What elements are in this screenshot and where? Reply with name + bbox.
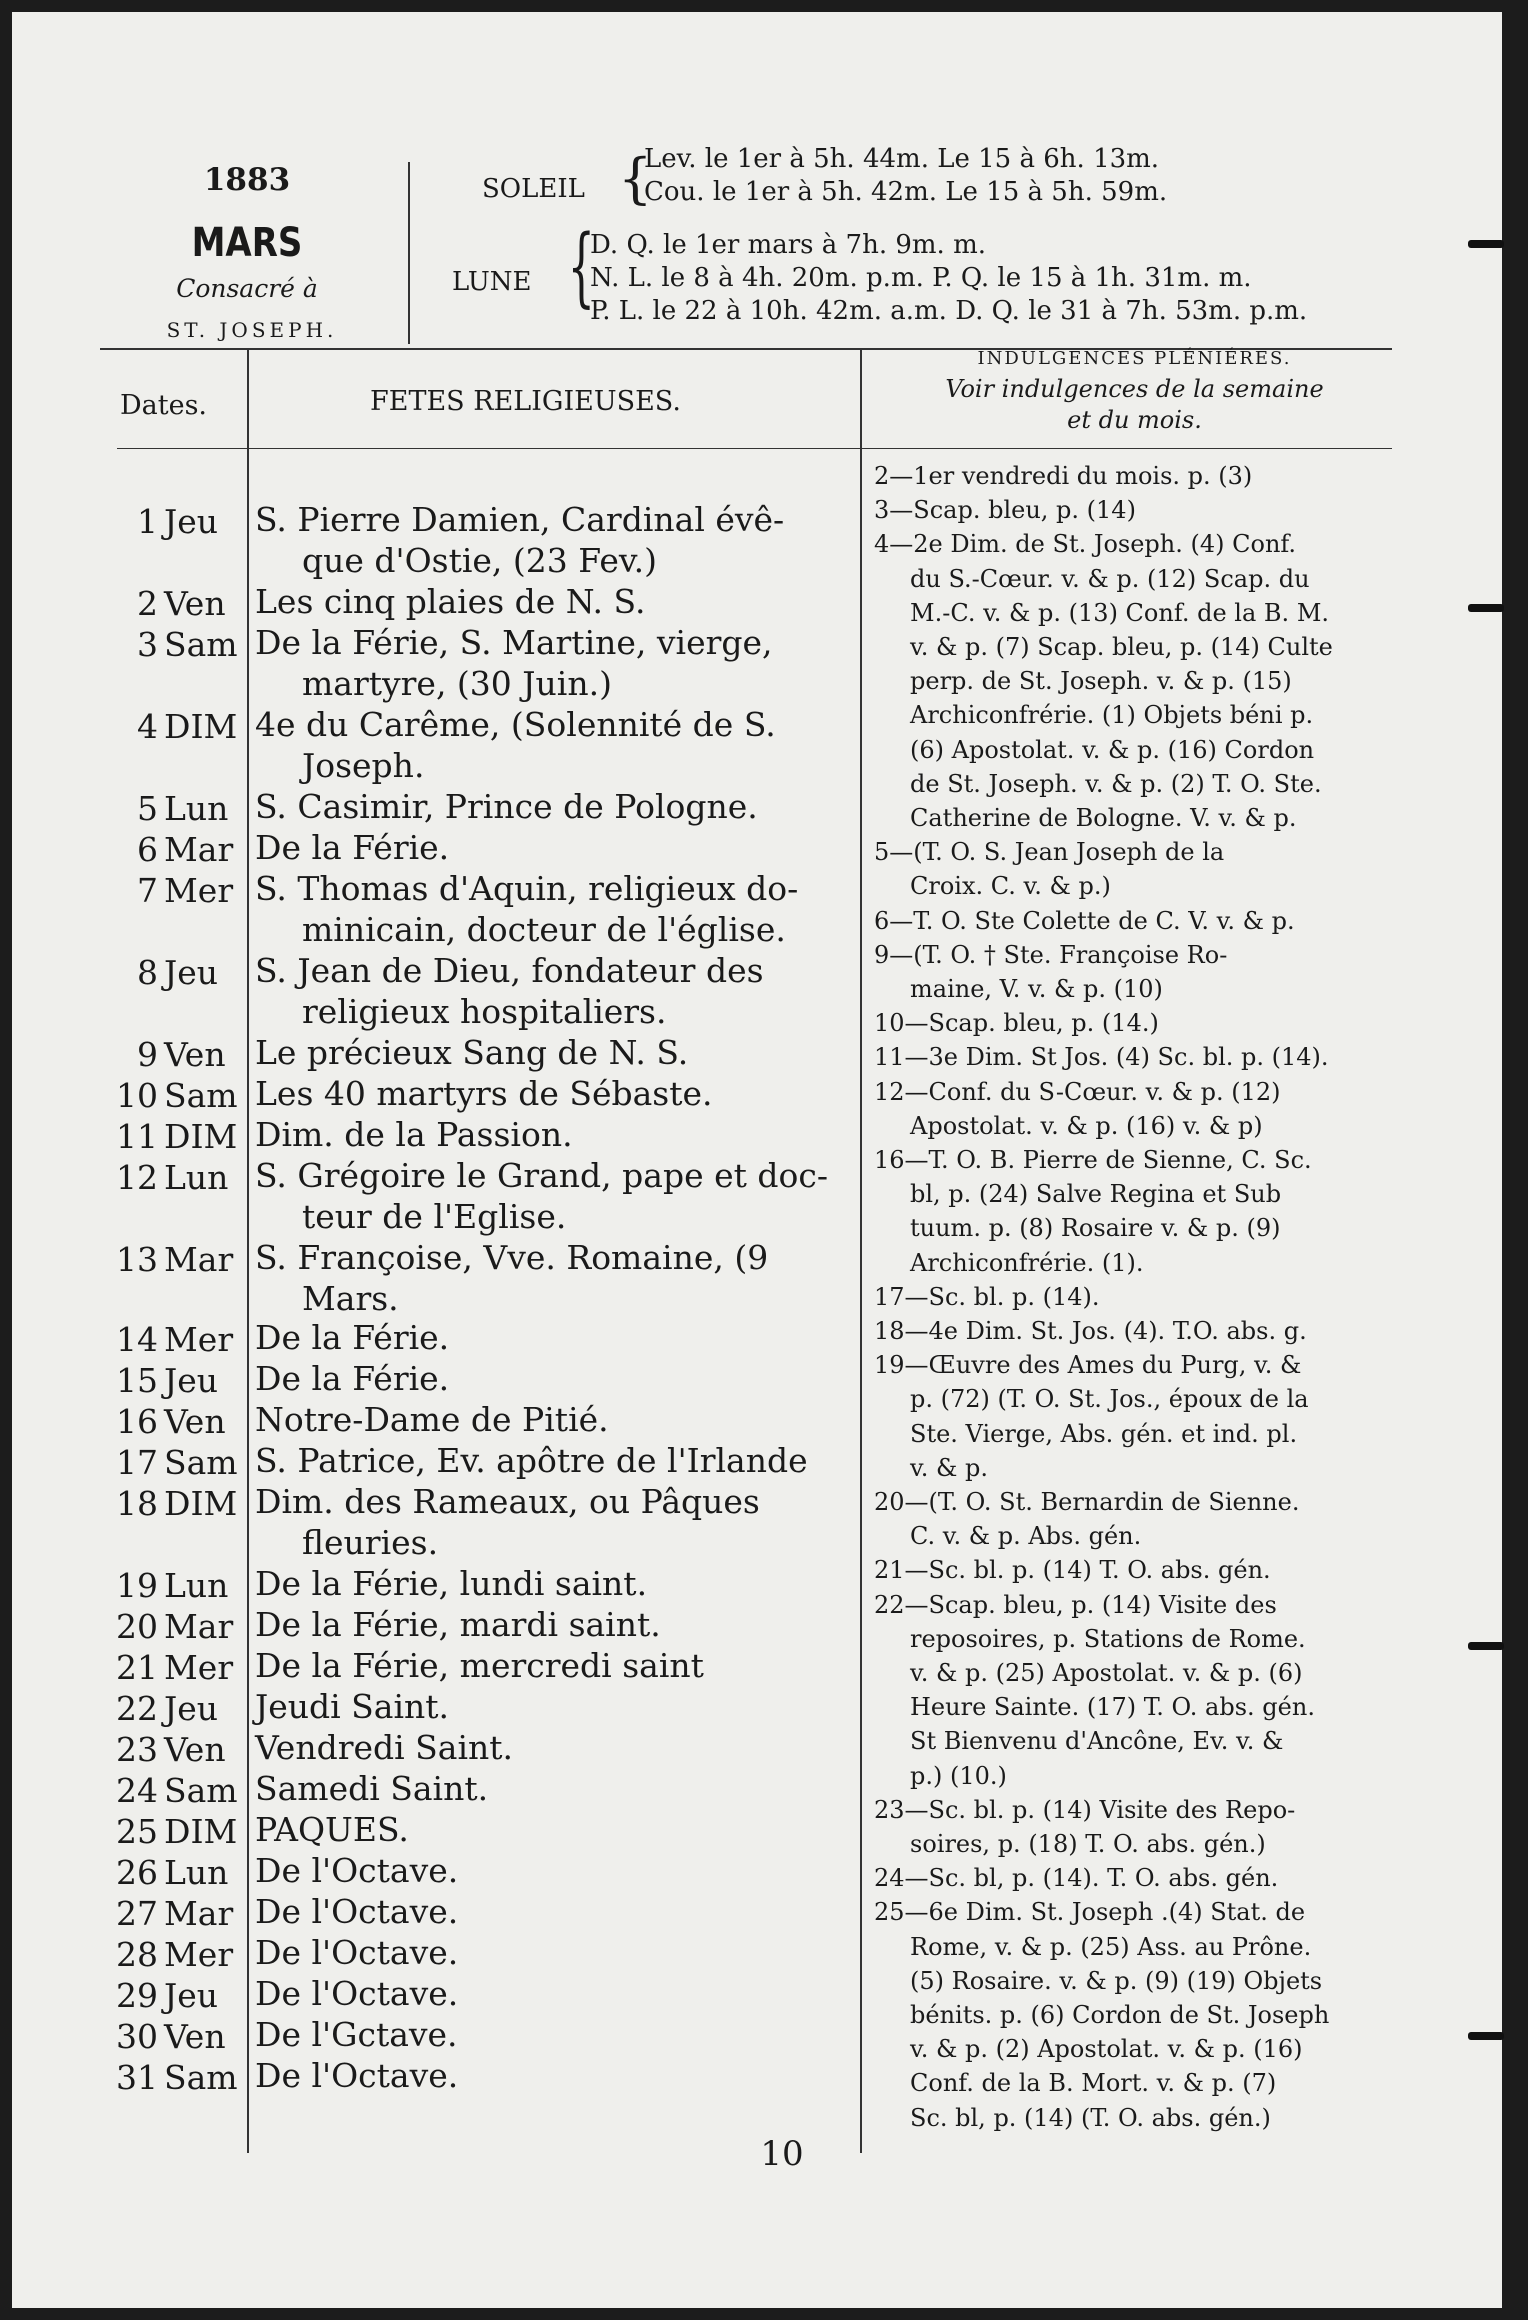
lune-brace: { <box>567 217 596 317</box>
indulgence-line: Croix. C. v. & p.) <box>910 872 1111 901</box>
day-number: 26 <box>116 1853 158 1892</box>
day-abbrev: Jeu <box>164 502 219 541</box>
indulgences-subheader <box>867 374 1402 436</box>
day-abbrev: Sam <box>164 1771 238 1810</box>
day-abbrev: Ven <box>164 2017 226 2056</box>
soleil-brace: { <box>618 147 653 210</box>
indulgence-line: Ste. Vierge, Abs. gén. et ind. pl. <box>910 1419 1298 1448</box>
day-abbrev: DIM <box>164 707 238 746</box>
feast-text: S. Grégoire le Grand, pape et doc- <box>255 1156 829 1195</box>
day-number: 14 <box>116 1320 158 1359</box>
feast-text-continued: minicain, docteur de l'église. <box>302 910 786 949</box>
day-abbrev: Sam <box>164 2058 238 2097</box>
indulgence-line: St Bienvenu d'Ancône, Ev. v. & <box>910 1727 1284 1756</box>
indulgence-line: (6) Apostolat. v. & p. (16) Cordon <box>910 735 1315 764</box>
day-number: 3 <box>137 625 158 664</box>
feast-text-continued: Mars. <box>302 1279 399 1318</box>
indulgence-line: Archiconfrérie. (1) Objets béni p. <box>910 701 1314 730</box>
feast-text-continued: teur de l'Eglise. <box>302 1197 567 1236</box>
day-abbrev: Ven <box>164 1035 226 1074</box>
day-number: 25 <box>116 1812 158 1851</box>
feast-text: Jeudi Saint. <box>255 1687 450 1726</box>
indulgence-line: 10—Scap. bleu, p. (14.) <box>874 1009 1159 1038</box>
indulgence-line: v. & p. (25) Apostolat. v. & p. (6) <box>910 1659 1303 1687</box>
indulgence-line: bénits. p. (6) Cordon de St. Joseph <box>910 2001 1330 2029</box>
day-abbrev: Sam <box>164 625 238 664</box>
feast-text-continued: que d'Ostie, (23 Fev.) <box>302 541 657 580</box>
feast-text: S. Jean de Dieu, fondateur des <box>255 951 764 990</box>
feast-text: Notre-Dame de Pitié. <box>255 1400 609 1439</box>
binding-mark <box>1468 2032 1504 2040</box>
day-number: 29 <box>116 1976 158 2015</box>
header-divider <box>408 162 410 344</box>
day-number: 18 <box>116 1484 158 1523</box>
feast-text: De l'Octave. <box>255 1892 459 1931</box>
binding-mark <box>1468 1642 1504 1650</box>
feast-text: De la Férie, mercredi saint <box>255 1646 704 1685</box>
day-abbrev: DIM <box>164 1484 238 1523</box>
day-number: 31 <box>116 2058 158 2097</box>
feast-text-continued: fleuries. <box>302 1523 439 1562</box>
day-number: 4 <box>137 707 158 746</box>
indulgence-line: 2—1er vendredi du mois. p. (3) <box>874 462 1253 490</box>
lune-line-2: N. L. le 8 à 4h. 20m. p.m. P. Q. le 15 à 1h. 31m. m. <box>590 263 1252 293</box>
indulgence-line: (5) Rosaire. v. & p. (9) (19) Objets <box>910 1966 1323 1995</box>
indulgence-line: du S.-Cœur. v. & p. (12) Scap. du <box>910 564 1310 593</box>
day-number: 12 <box>116 1158 158 1197</box>
indulgences-subheader-line-1: Voir indulgences de la semaine <box>945 375 1324 403</box>
day-abbrev: Mer <box>164 1648 234 1687</box>
indulgence-line: M.-C. v. & p. (13) Conf. de la B. M. <box>910 598 1330 627</box>
indulgence-line: Rome, v. & p. (25) Ass. au Prône. <box>910 1932 1312 1961</box>
day-number: 20 <box>116 1607 158 1646</box>
lune-line-1: D. Q. le 1er mars à 7h. 9m. m. <box>590 230 987 260</box>
indulgence-line: Sc. bl, p. (14) (T. O. abs. gén.) <box>910 2103 1271 2132</box>
day-abbrev: Lun <box>164 1853 229 1892</box>
feast-text: De l'Gctave. <box>255 2015 458 2054</box>
feast-text: Samedi Saint. <box>255 1769 489 1808</box>
indulgence-line: Catherine de Bologne. V. v. & p. <box>910 804 1297 832</box>
indulgence-line: 22—Scap. bleu, p. (14) Visite des <box>874 1590 1277 1619</box>
day-number: 8 <box>137 953 158 992</box>
indulg-col-divider <box>860 348 862 2153</box>
day-number: 7 <box>137 871 158 910</box>
day-number: 17 <box>116 1443 158 1482</box>
day-number: 13 <box>116 1240 158 1279</box>
feast-text: De l'Octave. <box>255 1933 459 1972</box>
year: 1883 <box>203 162 291 198</box>
feast-text: Dim. de la Passion. <box>255 1115 573 1154</box>
indulgence-line: 12—Conf. du S-Cœur. v. & p. (12) <box>874 1077 1281 1106</box>
day-number: 2 <box>137 584 158 623</box>
day-abbrev: Ven <box>164 1730 226 1769</box>
indulgence-line: C. v. & p. Abs. gén. <box>910 1522 1142 1551</box>
day-abbrev: Lun <box>164 789 229 828</box>
day-abbrev: Mer <box>164 871 234 910</box>
day-number: 21 <box>116 1648 158 1687</box>
indulgence-line: 6—T. O. Ste Colette de C. V. v. & p. <box>874 906 1295 935</box>
binding-mark <box>1468 604 1504 612</box>
feast-text: Dim. des Rameaux, ou Pâques <box>255 1482 760 1521</box>
feast-text: S. Patrice, Ev. apôtre de l'Irlande <box>255 1441 808 1480</box>
indulgence-line: 23—Sc. bl. p. (14) Visite des Repo- <box>874 1795 1296 1824</box>
day-number: 6 <box>137 830 158 869</box>
indulgence-line: 16—T. O. B. Pierre de Sienne, C. Sc. <box>874 1146 1312 1174</box>
day-number: 22 <box>116 1689 158 1728</box>
feast-text: S. Casimir, Prince de Pologne. <box>255 787 758 826</box>
feast-text: De la Férie, lundi saint. <box>255 1564 648 1603</box>
indulgence-line: v. & p. <box>910 1453 988 1482</box>
binding-mark <box>1468 240 1504 248</box>
day-abbrev: Sam <box>164 1076 238 1115</box>
month-title: MARS <box>191 220 303 266</box>
indulgence-line: bl, p. (24) Salve Regina et Sub <box>910 1180 1282 1209</box>
lune-label: LUNE <box>452 267 532 297</box>
indulgence-line: Archiconfrérie. (1). <box>910 1248 1144 1277</box>
indulgence-line: perp. de St. Joseph. v. & p. (15) <box>910 667 1292 696</box>
fetes-header: FETES RELIGIEUSES. <box>370 386 681 417</box>
indulgence-line: de St. Joseph. v. & p. (2) T. O. Ste. <box>910 769 1322 798</box>
day-number: 27 <box>116 1894 158 1933</box>
feast-text: De l'Octave. <box>255 1851 459 1890</box>
day-abbrev: DIM <box>164 1117 238 1156</box>
patron-saint: ST. JOSEPH. <box>166 318 338 342</box>
feast-text-continued: religieux hospitaliers. <box>302 992 667 1031</box>
indulgence-line: 11—3e Dim. St Jos. (4) Sc. bl. p. (14). <box>874 1043 1329 1072</box>
indulgences-subheader-line-2: et du mois. <box>1067 406 1202 434</box>
day-number: 30 <box>116 2017 158 2056</box>
indulgence-line: v. & p. (7) Scap. bleu, p. (14) Culte <box>910 633 1333 661</box>
feast-text: Les cinq plaies de N. S. <box>255 582 646 621</box>
dates-col-divider <box>247 348 249 2153</box>
day-abbrev: DIM <box>164 1812 238 1851</box>
feast-text-continued: Joseph. <box>302 746 425 785</box>
indulgence-line: 9—(T. O. † Ste. Françoise Ro- <box>874 940 1228 969</box>
soleil-label: SOLEIL <box>482 174 585 204</box>
day-number: 16 <box>116 1402 158 1441</box>
day-number: 15 <box>116 1361 158 1400</box>
day-abbrev: Jeu <box>164 1976 219 2015</box>
page-number: 10 <box>760 2134 804 2174</box>
indulgence-line: soires, p. (18) T. O. abs. gén.) <box>910 1830 1266 1858</box>
feast-text: Les 40 martyrs de Sébaste. <box>255 1074 713 1113</box>
indulgence-line: Conf. de la B. Mort. v. & p. (7) <box>910 2069 1277 2098</box>
indulgence-line: 4—2e Dim. de St. Joseph. (4) Conf. <box>874 530 1297 559</box>
feast-text: S. Françoise, Vve. Romaine, (9 <box>255 1238 769 1277</box>
dates-header: Dates. <box>120 390 208 421</box>
indulgence-line: 18—4e Dim. St. Jos. (4). T.O. abs. g. <box>874 1317 1307 1345</box>
day-abbrev: Mar <box>164 1240 234 1279</box>
indulgence-line: p. (72) (T. O. St. Jos., époux de la <box>910 1385 1309 1414</box>
soleil-line-2: Cou. le 1er à 5h. 42m. Le 15 à 5h. 59m. <box>644 177 1168 207</box>
feast-text: 4e du Carême, (Solennité de S. <box>255 705 776 744</box>
feast-text: De la Férie, mardi saint. <box>255 1605 661 1644</box>
day-abbrev: Jeu <box>164 1361 219 1400</box>
day-abbrev: Mar <box>164 1607 234 1646</box>
indulgence-line: 25—6e Dim. St. Joseph .(4) Stat. de <box>874 1898 1306 1927</box>
day-number: 1 <box>137 502 158 541</box>
indulgences-header: INDULGENCES PLÉNIÉRES. <box>977 348 1292 369</box>
day-abbrev: Mar <box>164 1894 234 1933</box>
soleil-line-1: Lev. le 1er à 5h. 44m. Le 15 à 6h. 13m. <box>644 144 1160 174</box>
feast-text: S. Thomas d'Aquin, religieux do- <box>255 869 799 908</box>
indulgence-line: 3—Scap. bleu, p. (14) <box>874 496 1136 525</box>
indulgence-line: 24—Sc. bl, p. (14). T. O. abs. gén. <box>874 1864 1279 1893</box>
indulgence-line: 21—Sc. bl. p. (14) T. O. abs. gén. <box>874 1556 1271 1585</box>
day-abbrev: Mer <box>164 1320 234 1359</box>
indulgence-line: tuum. p. (8) Rosaire v. & p. (9) <box>910 1214 1281 1243</box>
day-abbrev: Ven <box>164 584 226 623</box>
day-number: 5 <box>137 789 158 828</box>
day-number: 23 <box>116 1730 158 1769</box>
indulgence-line: Apostolat. v. & p. (16) v. & p) <box>910 1111 1263 1140</box>
indulgence-line: 5—(T. O. S. Jean Joseph de la <box>874 838 1225 867</box>
feast-text: Le précieux Sang de N. S. <box>255 1033 689 1072</box>
feast-text: De la Férie. <box>255 1359 450 1398</box>
consecration-label: Consacré à <box>176 274 318 303</box>
feast-text: Vendredi Saint. <box>255 1728 514 1767</box>
day-number: 24 <box>116 1771 158 1810</box>
feast-text: De la Férie. <box>255 828 450 867</box>
day-abbrev: Jeu <box>164 1689 219 1728</box>
day-abbrev: Mer <box>164 1935 234 1974</box>
table-header-rule <box>117 448 1392 449</box>
feast-text: De la Férie. <box>255 1318 450 1357</box>
feast-text: S. Pierre Damien, Cardinal évê- <box>255 500 785 539</box>
indulgence-line: 17—Sc. bl. p. (14). <box>874 1282 1100 1311</box>
indulgence-line: 19—Œuvre des Ames du Purg, v. & <box>874 1351 1302 1380</box>
feast-text: De l'Octave. <box>255 2056 459 2095</box>
day-number: 28 <box>116 1935 158 1974</box>
indulgence-line: 20—(T. O. St. Bernardin de Sienne. <box>874 1488 1300 1516</box>
day-abbrev: Ven <box>164 1402 226 1441</box>
indulgence-line: p.) (10.) <box>910 1761 1007 1790</box>
day-abbrev: Jeu <box>164 953 219 992</box>
day-number: 10 <box>116 1076 158 1115</box>
feast-text: De l'Octave. <box>255 1974 459 2013</box>
almanac-page <box>12 12 1502 2308</box>
feast-text: PAQUES. <box>255 1810 409 1849</box>
indulgence-line: reposoires, p. Stations de Rome. <box>910 1624 1306 1653</box>
indulgence-line: maine, V. v. & p. (10) <box>910 975 1163 1003</box>
feast-text-continued: martyre, (30 Juin.) <box>302 664 612 703</box>
day-abbrev: Lun <box>164 1566 229 1605</box>
day-abbrev: Sam <box>164 1443 238 1482</box>
feast-text: De la Férie, S. Martine, vierge, <box>255 623 773 662</box>
indulgence-line: Heure Sainte. (17) T. O. abs. gén. <box>910 1693 1315 1722</box>
day-abbrev: Lun <box>164 1158 229 1197</box>
indulgence-line: v. & p. (2) Apostolat. v. & p. (16) <box>910 2035 1303 2064</box>
day-abbrev: Mar <box>164 830 234 869</box>
day-number: 11 <box>116 1117 158 1156</box>
day-number: 19 <box>116 1566 158 1605</box>
lune-line-3: P. L. le 22 à 10h. 42m. a.m. D. Q. le 31 à 7h. 53m. p.m. <box>590 296 1308 326</box>
day-number: 9 <box>137 1035 158 1074</box>
